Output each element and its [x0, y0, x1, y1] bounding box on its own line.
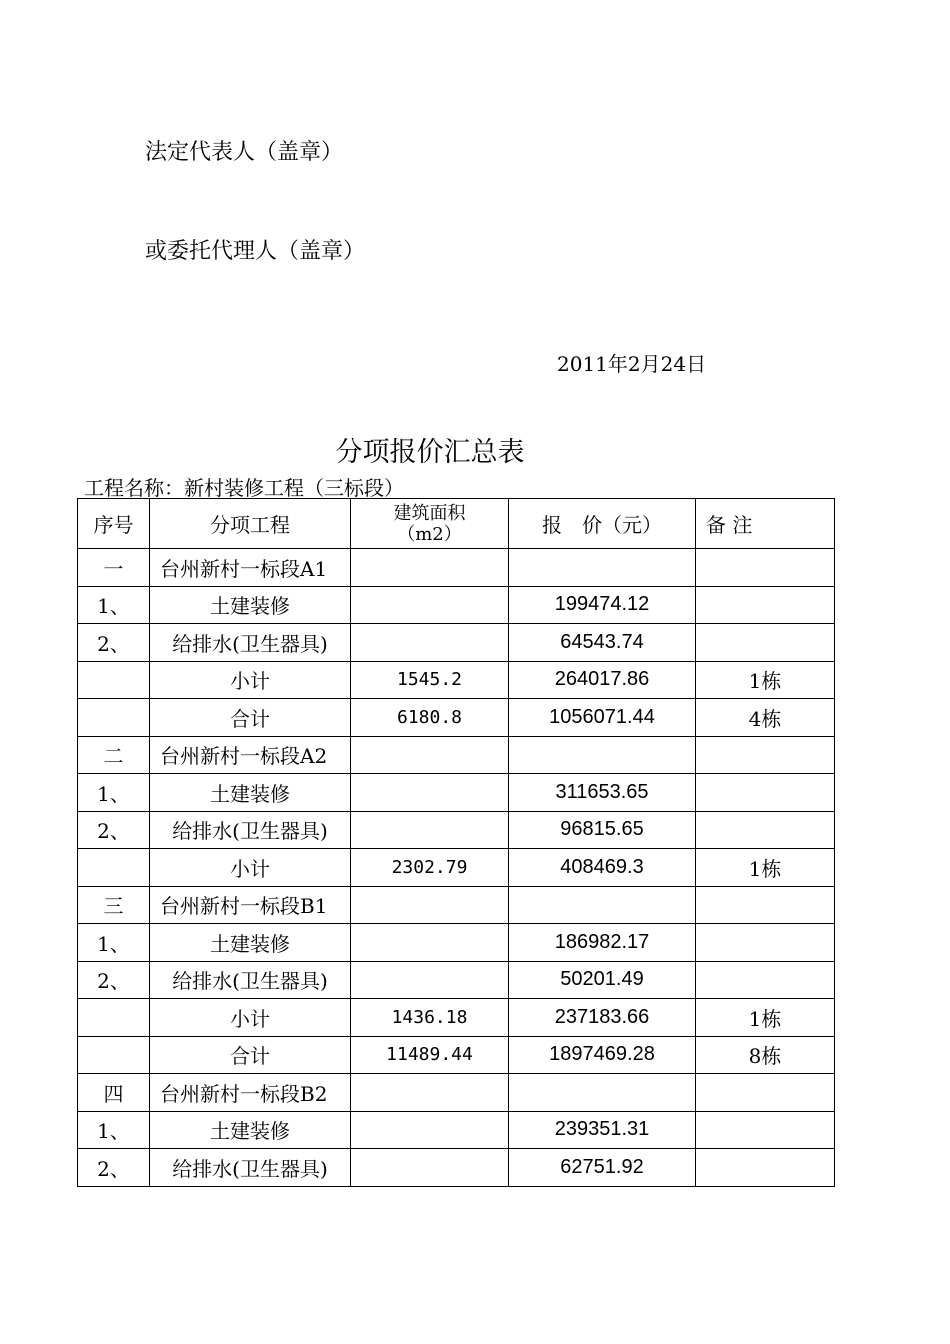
header-price: 报 价（元） — [509, 499, 696, 549]
cell-item: 台州新村一标段A2 — [150, 736, 351, 774]
table-row — [78, 924, 835, 962]
cell-note — [696, 586, 835, 624]
cell-item: 台州新村一标段B2 — [150, 1074, 351, 1112]
table-header-row — [78, 499, 835, 549]
cell-note — [696, 1111, 835, 1149]
header-area-line1: 建筑面积 — [393, 502, 466, 524]
cell-note — [696, 886, 835, 924]
cell-price — [509, 886, 696, 924]
cell-price: 186982.17 — [509, 924, 696, 962]
cell-seq: 二 — [78, 736, 150, 774]
cell-area: 11489.44 — [351, 1036, 509, 1074]
cell-seq: 2、 — [78, 1149, 150, 1187]
cell-item: 土建装修 — [150, 1111, 351, 1149]
cell-price: 237183.66 — [509, 999, 696, 1037]
cell-area — [351, 1149, 509, 1187]
cell-seq — [78, 849, 150, 887]
project-name: 工程名称：新村装修工程（三标段） — [84, 476, 404, 500]
cell-item: 给排水(卫生器具) — [150, 1149, 351, 1187]
cell-price: 199474.12 — [509, 586, 696, 624]
cell-area — [351, 961, 509, 999]
cell-seq: 1、 — [78, 1111, 150, 1149]
cell-note: 1栋 — [696, 661, 835, 699]
cell-item: 台州新村一标段A1 — [150, 549, 351, 587]
cell-area — [351, 549, 509, 587]
cell-note — [696, 736, 835, 774]
cell-note — [696, 1149, 835, 1187]
cell-area — [351, 774, 509, 812]
cell-seq: 1、 — [78, 924, 150, 962]
cell-note — [696, 924, 835, 962]
cell-item: 土建装修 — [150, 586, 351, 624]
cell-seq — [78, 1036, 150, 1074]
cell-item: 土建装修 — [150, 774, 351, 812]
cell-seq: 2、 — [78, 961, 150, 999]
cell-note: 8栋 — [696, 1036, 835, 1074]
table-row — [78, 1074, 835, 1112]
cell-seq — [78, 661, 150, 699]
table-row — [78, 886, 835, 924]
cell-price: 1056071.44 — [509, 699, 696, 737]
cell-seq: 2、 — [78, 624, 150, 662]
table-row — [78, 699, 835, 737]
cell-item: 给排水(卫生器具) — [150, 811, 351, 849]
table-row — [78, 811, 835, 849]
cell-area: 2302.79 — [351, 849, 509, 887]
cell-note: 1栋 — [696, 849, 835, 887]
table-title: 分项报价汇总表 — [335, 437, 525, 468]
cell-seq — [78, 999, 150, 1037]
cell-area: 1545.2 — [351, 661, 509, 699]
document-date: 2011年2月24日 — [557, 352, 707, 376]
cell-price — [509, 736, 696, 774]
table-row — [78, 774, 835, 812]
cell-seq — [78, 699, 150, 737]
table-row — [78, 1111, 835, 1149]
header-note: 备 注 — [696, 499, 835, 549]
cell-area: 6180.8 — [351, 699, 509, 737]
cell-note — [696, 549, 835, 587]
cell-note: 1栋 — [696, 999, 835, 1037]
table-row — [78, 999, 835, 1037]
cell-area — [351, 886, 509, 924]
cell-price: 311653.65 — [509, 774, 696, 812]
cell-item: 小计 — [150, 849, 351, 887]
cell-note — [696, 624, 835, 662]
cell-area — [351, 624, 509, 662]
cell-price: 408469.3 — [509, 849, 696, 887]
header-area-line2: （m2） — [397, 523, 462, 545]
cell-area — [351, 586, 509, 624]
table-row — [78, 849, 835, 887]
cell-item: 给排水(卫生器具) — [150, 961, 351, 999]
authorized-agent-seal-label: 或委托代理人（盖章） — [145, 239, 366, 264]
cell-area — [351, 1074, 509, 1112]
cell-seq: 一 — [78, 549, 150, 587]
cell-area — [351, 924, 509, 962]
cell-price: 264017.86 — [509, 661, 696, 699]
cell-price: 239351.31 — [509, 1111, 696, 1149]
cell-seq: 三 — [78, 886, 150, 924]
cell-item: 小计 — [150, 999, 351, 1037]
header-seq: 序号 — [78, 499, 150, 549]
cell-area — [351, 1111, 509, 1149]
cell-item: 小计 — [150, 661, 351, 699]
table-row — [78, 586, 835, 624]
cell-price: 50201.49 — [509, 961, 696, 999]
cell-seq: 四 — [78, 1074, 150, 1112]
cell-note — [696, 774, 835, 812]
cell-price: 1897469.28 — [509, 1036, 696, 1074]
cell-area — [351, 811, 509, 849]
cell-area: 1436.18 — [351, 999, 509, 1037]
cell-price: 62751.92 — [509, 1149, 696, 1187]
cell-item: 台州新村一标段B1 — [150, 886, 351, 924]
table-row — [78, 1149, 835, 1187]
price-summary-table — [77, 498, 835, 1187]
table-row — [78, 661, 835, 699]
cell-item: 合计 — [150, 1036, 351, 1074]
table-row — [78, 1036, 835, 1074]
cell-note — [696, 811, 835, 849]
cell-area — [351, 736, 509, 774]
cell-item: 土建装修 — [150, 924, 351, 962]
cell-price — [509, 549, 696, 587]
cell-note — [696, 1074, 835, 1112]
cell-seq: 1、 — [78, 774, 150, 812]
header-item: 分项工程 — [150, 499, 351, 549]
cell-note: 4栋 — [696, 699, 835, 737]
cell-item: 给排水(卫生器具) — [150, 624, 351, 662]
table-row — [78, 736, 835, 774]
header-area — [351, 499, 509, 549]
cell-seq: 1、 — [78, 586, 150, 624]
cell-price: 96815.65 — [509, 811, 696, 849]
table-row — [78, 624, 835, 662]
table-row — [78, 549, 835, 587]
cell-note — [696, 961, 835, 999]
cell-item: 合计 — [150, 699, 351, 737]
cell-seq: 2、 — [78, 811, 150, 849]
cell-price — [509, 1074, 696, 1112]
cell-price: 64543.74 — [509, 624, 696, 662]
table-row — [78, 961, 835, 999]
legal-representative-seal-label: 法定代表人（盖章） — [145, 140, 344, 165]
